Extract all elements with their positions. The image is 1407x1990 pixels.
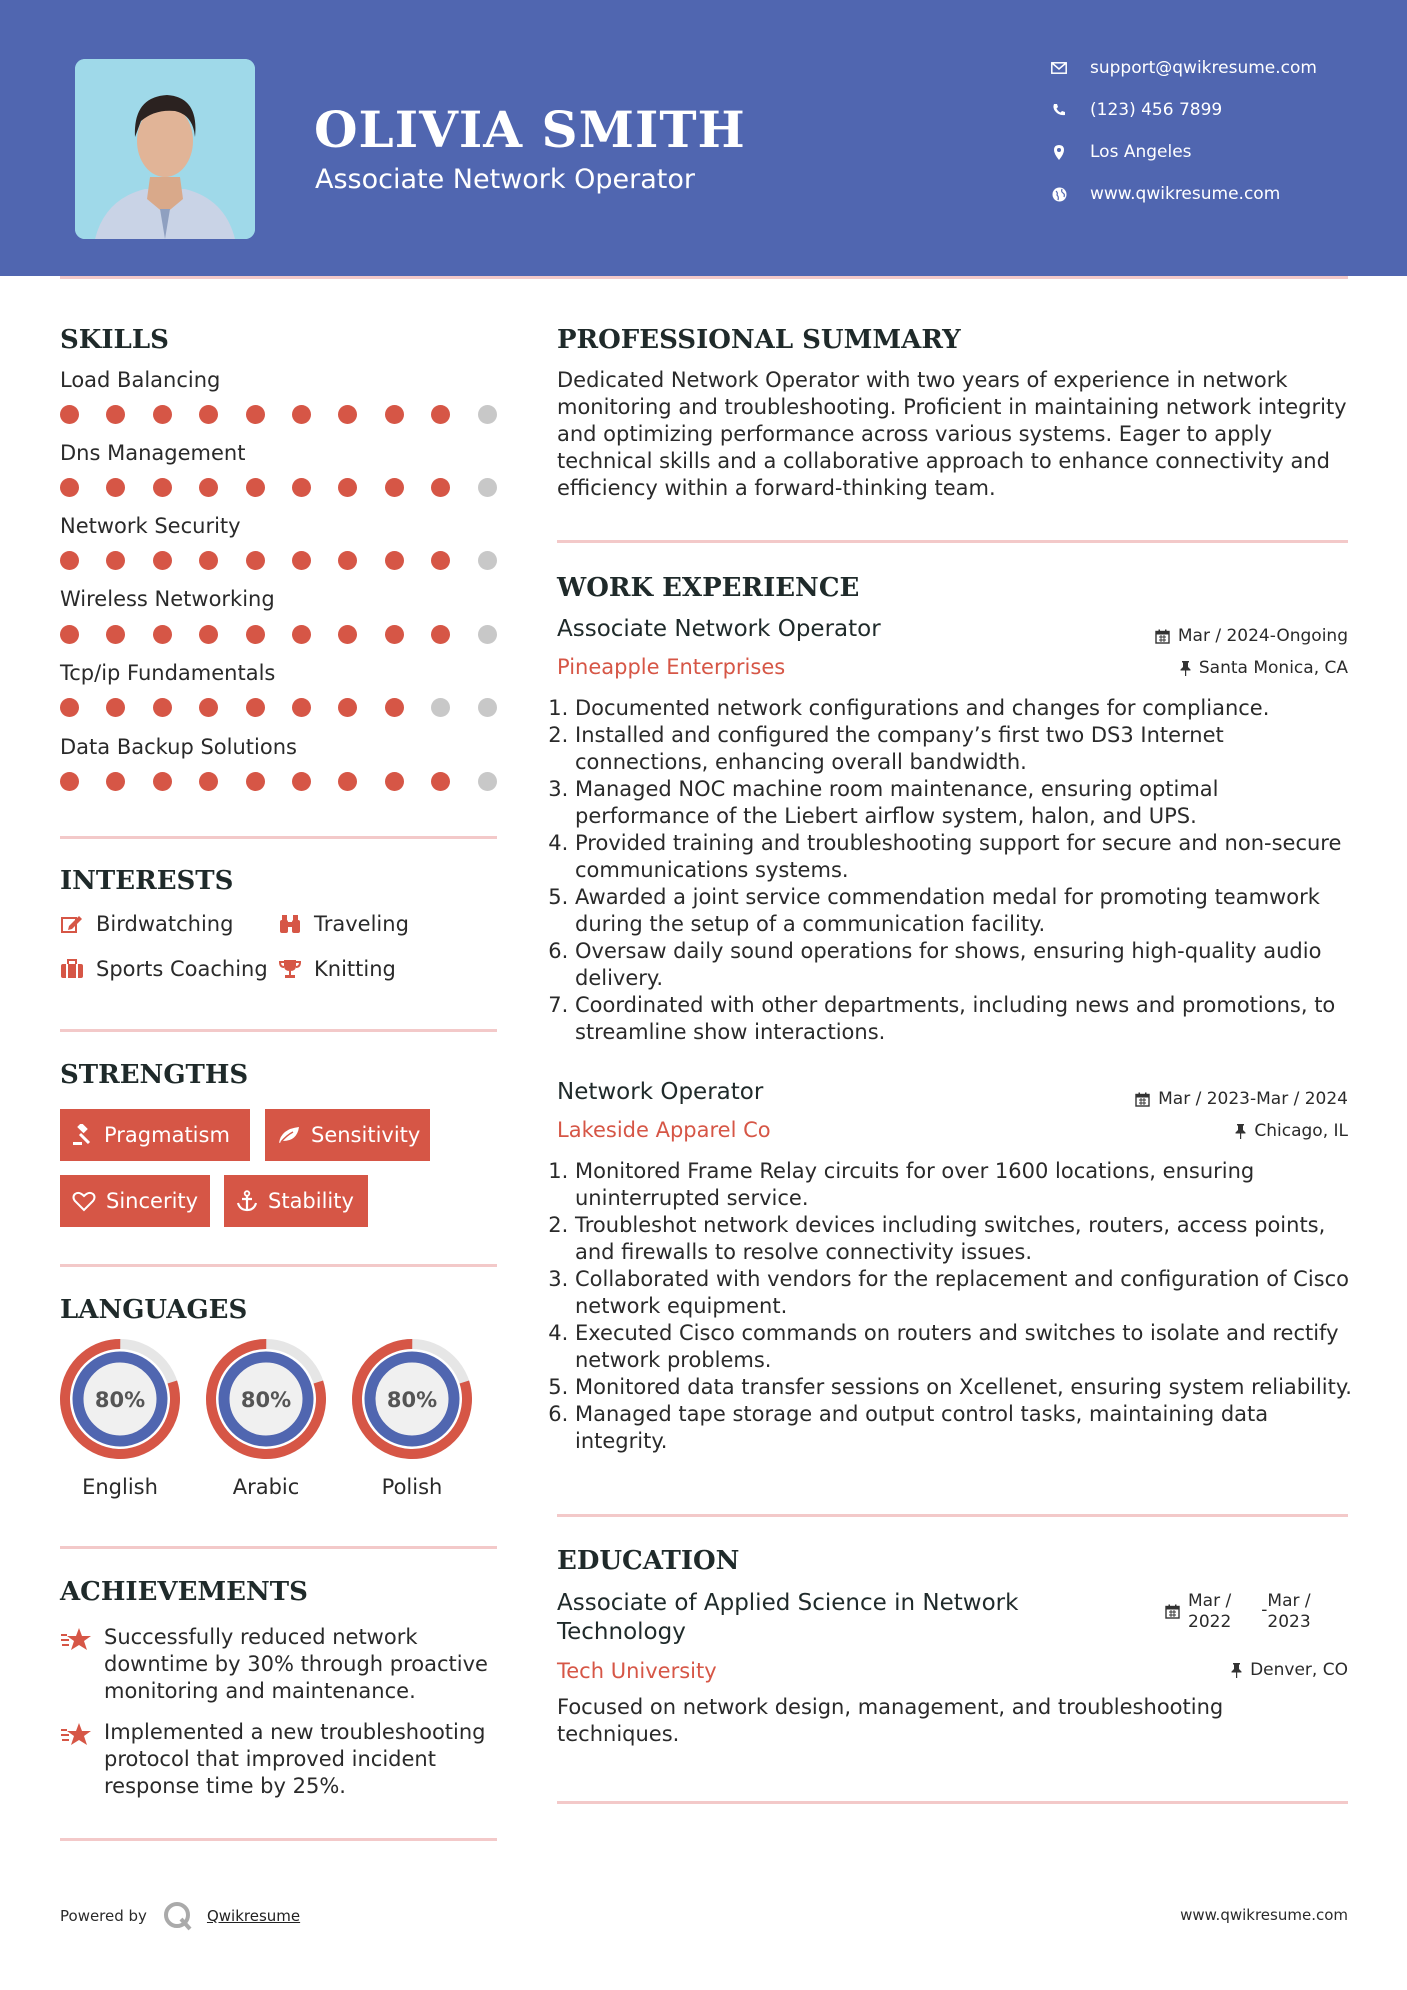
job-location: Santa Monica, CA [1180,658,1348,678]
achievements-heading: ACHIEVEMENTS [60,1577,308,1607]
globe-icon [1050,187,1068,202]
candidate-name: OLIVIA SMITH [314,100,746,159]
rating-dot-filled [385,698,404,717]
rating-dot-filled [106,698,125,717]
footer-powered-by [60,1901,300,1931]
contact-website[interactable] [1050,184,1370,204]
language-percent: 80% [240,1388,292,1412]
contact-email[interactable] [1050,58,1370,78]
degree-title: Associate of Applied Science in Network Technology [557,1590,1019,1645]
calendar-icon [1165,1604,1180,1619]
rating-dot-filled [199,698,218,717]
list-item: 6. Managed tape storage and output control tasks, maintaining data integrity. [575,1401,1356,1455]
rating-dot-filled [385,625,404,644]
company-name: Lakeside Apparel Co [557,1118,771,1142]
rating-dot-filled [292,625,311,644]
school-name: Tech University [557,1659,717,1683]
rating-dot-filled [60,698,79,717]
languages-heading: LANGUAGES [60,1295,248,1325]
pencil-square-icon [60,913,84,935]
job-bullets [556,1158,1356,1455]
rating-dot-filled [246,625,265,644]
rating-dot-filled [431,772,450,791]
language-ring [58,1337,182,1465]
calendar-icon [1135,1092,1150,1107]
job-title: Associate Network Operator [557,616,881,642]
education-description: Focused on network design, management, and troubleshooting techniques. [557,1695,1224,1746]
rating-dot-filled [246,698,265,717]
qwikresume-logo-icon [163,1901,193,1931]
language-name: Arabic [232,1475,300,1499]
list-item: 7. Coordinated with other departments, including news and promotions, to streamline show interactions. [575,992,1356,1046]
interest-item: Traveling [278,912,409,936]
skill-rating [60,698,500,718]
map-marker-icon [1050,145,1068,160]
rating-dot-filled [431,551,450,570]
skill-rating [60,405,500,425]
job-bullets [556,695,1356,1046]
rating-dot-filled [292,405,311,424]
location-text: Los Angeles [1090,142,1192,162]
rating-dot-filled [338,405,357,424]
pushpin-icon [1235,1124,1246,1139]
skill-name: Wireless Networking [60,587,275,611]
job-title: Network Operator [557,1079,764,1105]
rating-dot-filled [246,405,265,424]
education-heading: EDUCATION [557,1546,740,1576]
qwikresume-link[interactable]: Qwikresume [206,1907,301,1925]
section-divider [557,540,1348,543]
rating-dot-filled [431,625,450,644]
rating-dot-filled [153,478,172,497]
list-item: 6. Oversaw daily sound operations for shows, ensuring high-quality audio delivery. [575,938,1356,992]
rating-dot-filled [60,772,79,791]
pushpin-icon [1180,661,1191,676]
rating-dot-filled [292,772,311,791]
rating-dot-filled [153,551,172,570]
rating-dot-filled [106,625,125,644]
rating-dot-filled [246,772,265,791]
section-divider [60,1264,497,1267]
language-percent: 80% [386,1388,438,1412]
anchor-icon [236,1190,258,1212]
interests-heading: INTERESTS [60,866,234,896]
skill-rating [60,772,500,792]
rating-dot-filled [153,625,172,644]
experience-heading: WORK EXPERIENCE [557,573,860,603]
calendar-icon [1155,629,1170,644]
rating-dot-filled [246,551,265,570]
email-text[interactable]: support@qwikresume.com [1090,58,1317,78]
rating-dot-filled [106,551,125,570]
list-item: 5. Awarded a joint service commendation medal for promoting teamwork during the setup of a communication facility. [575,884,1356,938]
job-dates: Mar / 2024-Ongoing [1155,626,1348,646]
rating-dot-filled [385,405,404,424]
rating-dot-filled [106,405,125,424]
skills-heading: SKILLS [60,325,169,355]
list-item: 2. Troubleshot network devices including switches, routers, access points, and firewalls to resolve connectivity issues. [575,1212,1356,1266]
skill-name: Load Balancing [60,368,221,392]
list-item: 1. Documented network configurations and changes for compliance. [575,695,1356,722]
rating-dot-filled [292,698,311,717]
rating-dot-filled [338,478,357,497]
trophy-icon [278,958,302,980]
skill-name: Dns Management [60,441,246,465]
website-text[interactable]: www.qwikresume.com [1090,184,1281,204]
strength-tag: Sensitivity [265,1109,430,1161]
achievement-item: Implemented a new troubleshooting protocol that improved incident response time by 25%. [60,1719,510,1800]
rating-dot-filled [199,551,218,570]
leaf-icon [277,1125,301,1145]
list-item: 2. Installed and configured the company’s first two DS3 Internet connections, enhancing overall bandwidth. [575,722,1356,776]
list-item: 1. Monitored Frame Relay circuits for over 1600 locations, ensuring uninterrupted service. [575,1158,1356,1212]
skill-rating [60,478,500,498]
job-location: Chicago, IL [1235,1121,1348,1141]
language-name: Polish [381,1475,443,1499]
rating-dot-filled [153,405,172,424]
binoculars-icon [278,913,302,935]
skill-rating [60,625,500,645]
skill-name: Data Backup Solutions [60,735,297,759]
rating-dot-empty [478,698,497,717]
rating-dot-filled [199,772,218,791]
strength-tag: Pragmatism [60,1109,250,1161]
list-item: 3. Managed NOC machine room maintenance, ensuring optimal performance of the Liebert airflow system, halon, and UPS. [575,776,1356,830]
section-divider [60,1838,497,1841]
section-divider [60,836,497,839]
list-item: 4. Executed Cisco commands on routers and switches to isolate and rectify network problems. [575,1320,1356,1374]
rating-dot-filled [60,478,79,497]
list-item: 3. Collaborated with vendors for the replacement and configuration of Cisco network equipment. [575,1266,1356,1320]
gavel-icon [72,1124,94,1146]
star-badge-icon [60,1627,94,1705]
profile-photo [75,59,255,239]
skill-rating [60,551,500,571]
rating-dot-filled [385,478,404,497]
phone-icon [1050,103,1068,117]
rating-dot-filled [292,478,311,497]
language-ring [204,1337,328,1465]
section-divider [557,1801,1348,1804]
pushpin-icon [1231,1663,1242,1678]
list-item: 4. Provided training and troubleshooting support for secure and non-secure communications systems. [575,830,1356,884]
star-badge-icon [60,1722,94,1800]
rating-dot-empty [478,405,497,424]
powered-by-label: Powered by [60,1907,147,1925]
strength-tag: Sincerity [60,1175,210,1227]
rating-dot-filled [153,772,172,791]
rating-dot-empty [478,478,497,497]
skill-name: Network Security [60,514,241,538]
rating-dot-filled [106,772,125,791]
job-dates: Mar / 2023-Mar / 2024 [1135,1089,1348,1109]
rating-dot-filled [385,551,404,570]
contact-location [1050,142,1370,162]
header-divider [60,276,1348,279]
rating-dot-empty [478,772,497,791]
contact-phone[interactable] [1050,100,1370,120]
rating-dot-filled [60,551,79,570]
rating-dot-filled [338,772,357,791]
rating-dot-filled [431,478,450,497]
header-banner [0,0,1407,276]
list-item: 5. Monitored data transfer sessions on Xcellenet, ensuring system reliability. [575,1374,1356,1401]
rating-dot-filled [292,551,311,570]
rating-dot-empty [431,698,450,717]
summary-text: Dedicated Network Operator with two years of experience in network monitoring and troubleshooting. Proficient in maintaining network integrity and optimizing performance across various systems. Eager to apply technical skills and a collaborative approach to enhance connectivity and efficiency within a forward-thinking team. [557,368,1347,500]
rating-dot-filled [60,405,79,424]
interest-item: Knitting [278,957,396,981]
rating-dot-empty [478,551,497,570]
summary-heading: PROFESSIONAL SUMMARY [557,325,961,355]
education-dates: Mar / 2022 - Mar / 2023 [1165,1591,1311,1633]
rating-dot-empty [478,625,497,644]
footer-website[interactable]: www.qwikresume.com [1180,1906,1348,1924]
rating-dot-filled [385,772,404,791]
rating-dot-filled [60,625,79,644]
language-ring [350,1337,474,1465]
education-location: Denver, CO [1231,1660,1348,1680]
rating-dot-filled [199,405,218,424]
rating-dot-filled [338,625,357,644]
heart-icon [72,1191,96,1212]
strengths-heading: STRENGTHS [60,1060,249,1090]
strength-tag: Stability [224,1175,368,1227]
language-percent: 80% [94,1388,146,1412]
rating-dot-filled [338,551,357,570]
interest-item: Birdwatching [60,912,233,936]
rating-dot-filled [199,478,218,497]
candidate-title: Associate Network Operator [315,164,695,195]
section-divider [60,1029,497,1032]
section-divider [60,1546,497,1549]
achievement-item: Successfully reduced network downtime by 30% through proactive monitoring and maintenance. [60,1624,510,1705]
language-name: English [82,1475,158,1499]
phone-text[interactable]: (123) 456 7899 [1090,100,1223,120]
rating-dot-filled [153,698,172,717]
rating-dot-filled [199,625,218,644]
briefcase-icon [60,958,84,980]
rating-dot-filled [338,698,357,717]
rating-dot-filled [106,478,125,497]
rating-dot-filled [246,478,265,497]
skill-name: Tcp/ip Fundamentals [60,661,276,685]
company-name: Pineapple Enterprises [557,655,786,679]
rating-dot-filled [431,405,450,424]
envelope-icon [1050,62,1068,74]
interest-item: Sports Coaching [60,957,268,981]
section-divider [557,1514,1348,1517]
